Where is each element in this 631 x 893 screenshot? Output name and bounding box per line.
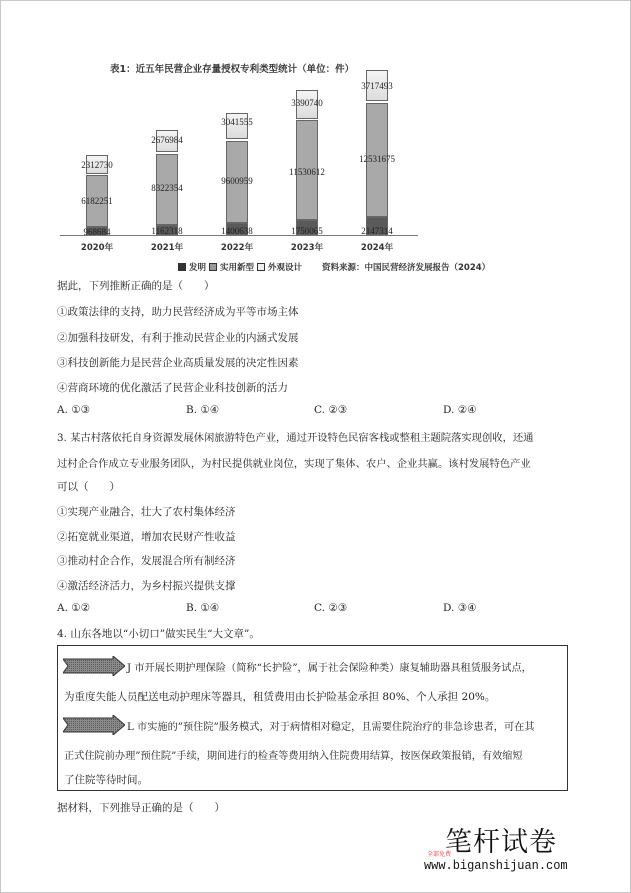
q2-option-a[interactable]: A. ①③ (57, 404, 91, 416)
q4-para1-line2: 为重度失能人员配送电动护理床等器具，租赁费用由长护险基金承担 80%、个人承担 20%。 (64, 691, 496, 703)
label-2022-invention: 1400638 (221, 226, 253, 236)
chart-source: 资料来源：中国民营经济发展报告（2024） (322, 263, 491, 273)
legend-swatch-utility-icon (209, 263, 217, 271)
q3-option-b[interactable]: B. ①④ (186, 602, 220, 614)
q3-stem-line-2: 过村企合作成立专业服务团队，为村民提供就业岗位，实现了集体、农户、企业共赢。该村发展特色产业 (57, 458, 531, 470)
year-2020: 2020年 (80, 243, 114, 253)
q4-material-box (57, 645, 568, 791)
q4-stem: 4. 山东各地以“小切口”做实民生“大文章”。 (57, 628, 260, 640)
q3-option-c[interactable]: C. ②③ (314, 602, 348, 614)
q3-stem-line-3: 可以（ ） (57, 481, 120, 493)
q4-para2-line2: 正式住院前办理”预住院”手续，期间进行的检查等费用纳入住院费用结算，按医保政策报销，有效缩短 (64, 751, 523, 762)
chart-legend (178, 261, 302, 273)
watermark-url[interactable]: www.biganshijuan.com (424, 858, 568, 873)
q2-stem: 据此，下列推断正确的是（ ） (57, 280, 215, 292)
q4-para2-line1: L 市实施的”预住院”服务模式，对于病情相对稳定，且需要住院治疗的非急诊患者，可在其 (127, 722, 535, 733)
q2-item-2: ②加强科技研发，有利于推动民营企业的内涵式发展 (57, 332, 299, 344)
label-2020-design: 2312730 (81, 160, 113, 170)
q4-para2-line3: 了住院等待时间。 (64, 774, 148, 786)
year-2021: 2021年 (150, 243, 184, 253)
q3-item-1: ①实现产业融合，壮大了农村集体经济 (57, 506, 236, 518)
legend-design: 外观设计 (268, 263, 303, 273)
watermark-title: 笔杆试卷 (445, 827, 557, 858)
label-2023-invention: 1750065 (291, 226, 323, 236)
label-2021-design: 2676984 (151, 135, 183, 145)
q2-option-d[interactable]: D. ②④ (443, 404, 477, 416)
q3-item-2: ②拓宽就业渠道，增加农民财产性收益 (57, 531, 236, 543)
q3-stem-line-1: 3. 某古村落依托自身资源发展休闲旅游特色产业，通过开设特色民宿客栈或整租主题院落实现创收，还通 (57, 432, 534, 444)
chart-title: 表1：近五年民营企业存量授权专利类型统计（单位：件） (110, 64, 355, 75)
legend-invention: 发明 (189, 263, 207, 273)
q3-option-a[interactable]: A. ①② (57, 602, 91, 614)
q2-option-c[interactable]: C. ②③ (314, 404, 348, 416)
legend-swatch-invention-icon (178, 263, 186, 271)
q2-item-4: ④营商环境的优化激活了民营企业科技创新的活力 (57, 382, 288, 394)
label-2023-design: 3390740 (291, 98, 323, 108)
q3-option-d[interactable]: D. ③④ (443, 602, 477, 614)
year-2022: 2022年 (220, 243, 254, 253)
q2-item-1: ①政策法律的支持，助力民营经济成为平等市场主体 (57, 306, 299, 318)
q2-item-3: ③科技创新能力是民营企业高质量发展的决定性因素 (57, 357, 299, 369)
label-2023-utility: 11530612 (289, 167, 325, 177)
year-2024: 2024年 (360, 243, 394, 253)
label-2020-utility: 6182251 (81, 196, 113, 206)
arrow-right-icon (63, 715, 125, 735)
legend-swatch-design-icon (257, 263, 265, 271)
legend-utility: 实用新型 (220, 263, 255, 273)
label-2021-utility: 8322354 (151, 183, 183, 193)
label-2022-design: 3041555 (221, 117, 253, 127)
year-2023: 2023年 (290, 243, 324, 253)
q3-item-4: ④激活经济活力，为乡村振兴提供支撑 (57, 580, 236, 592)
q2-option-b[interactable]: B. ①④ (186, 404, 220, 416)
label-2020-invention: 968684 (83, 227, 111, 237)
label-2024-invention: 2147314 (361, 226, 393, 236)
q4-followup: 据材料，下列推导正确的是（ ） (57, 802, 225, 814)
watermark-tag: 全部免费 (427, 851, 452, 858)
label-2024-design: 3717493 (361, 81, 393, 91)
label-2022-utility: 9600959 (221, 176, 253, 186)
label-2024-utility: 12531675 (359, 154, 395, 164)
arrow-right-icon (63, 656, 125, 676)
q4-para1-line1: J 市开展长期护理保险（简称“长护险”，属于社会保险种类）康复辅助器具租赁服务试点， (127, 663, 532, 674)
patent-chart (60, 55, 500, 275)
q3-item-3: ③推动村企合作，发展混合所有制经济 (57, 555, 236, 567)
label-2021-invention: 1162318 (151, 226, 183, 236)
